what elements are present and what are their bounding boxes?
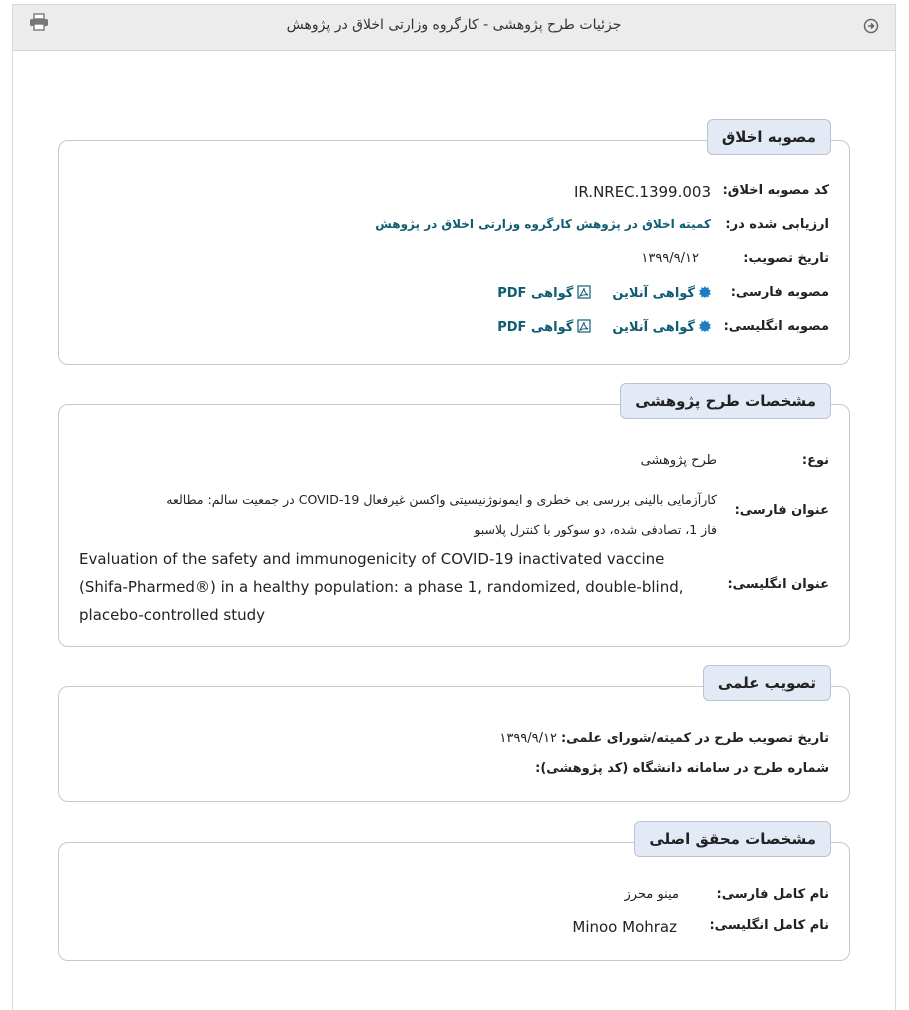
fa-title-line: کارآزمایی بالینی بررسی بی خطری و ایمونوژنیسیتی واکسن غیرفعال COVID-19 در جمعیت سالم: مطالعه	[166, 492, 717, 507]
en-name-value: Minoo Mohraz	[572, 918, 677, 936]
badge-icon	[699, 286, 711, 298]
badge-icon	[699, 320, 711, 332]
en-title-line: (Shifa-Pharmed®) in a healthy population: a phase 1, randomized, double-blind,	[79, 578, 684, 596]
ethics-approval-section	[58, 128, 850, 365]
section-legend: مصوبه اخلاق	[707, 119, 831, 155]
type-value: طرح پژوهشی	[640, 453, 717, 468]
en-pdf-cert-link[interactable]	[497, 320, 591, 335]
section-legend: تصویب علمی	[703, 665, 831, 701]
section-legend: مشخصات طرح پژوهشی	[620, 383, 831, 419]
ethics-code-label: کد مصوبه اخلاق:	[722, 183, 829, 198]
arrow-circle-icon[interactable]	[863, 18, 879, 34]
evaluated-label: ارزیابی شده در:	[725, 217, 829, 232]
type-label: نوع:	[801, 453, 829, 468]
en-title-value	[79, 545, 684, 629]
approval-date-label: تاریخ تصویب:	[743, 251, 829, 266]
fa-name-value: مینو محرز	[624, 887, 679, 902]
principal-investigator-section	[58, 830, 850, 961]
en-approval-links	[497, 319, 711, 335]
fa-name-label: نام کامل فارسی:	[716, 887, 829, 902]
university-code-label: شماره طرح در سامانه دانشگاه (کد پژوهشی):	[535, 761, 829, 776]
en-title-line: placebo-controlled study	[79, 606, 266, 624]
en-name-label: نام کامل انگلیسی:	[709, 918, 829, 933]
fa-approval-links	[497, 285, 711, 301]
pdf-icon	[577, 285, 591, 299]
panel-header	[13, 5, 895, 51]
fa-title-line: فاز 1، تصادفی شده، دو سوکور با کنترل پلاسبو	[474, 522, 717, 537]
en-online-cert-link[interactable]	[608, 320, 711, 335]
pdf-cert-label: گواهی PDF	[497, 286, 574, 301]
fa-online-cert-link[interactable]	[608, 286, 711, 301]
fa-pdf-cert-link[interactable]	[497, 286, 591, 301]
en-approval-label: مصوبه انگلیسی:	[723, 319, 829, 334]
scientific-approval-section	[58, 674, 850, 802]
fa-title-label: عنوان فارسی:	[734, 503, 829, 518]
research-plan-section	[58, 392, 850, 647]
evaluated-value: کمیته اخلاق در پژوهش کارگروه وزارتی اخلاق در پژوهش	[375, 217, 711, 231]
section-legend: مشخصات محقق اصلی	[634, 821, 831, 857]
approval-date-value: ۱۳۹۹/۹/۱۲	[641, 251, 699, 266]
en-title-line: Evaluation of the safety and immunogenicity of COVID-19 inactivated vaccine	[79, 550, 665, 568]
online-cert-label: گواهی آنلاین	[612, 286, 695, 301]
fa-approval-label: مصوبه فارسی:	[730, 285, 829, 300]
pdf-icon	[577, 319, 591, 333]
ethics-code-value: IR.NREC.1399.003	[573, 183, 711, 201]
en-title-label: عنوان انگلیسی:	[727, 577, 829, 592]
scientific-date-value: ۱۳۹۹/۹/۱۲	[499, 731, 557, 746]
fa-title-value	[166, 485, 717, 545]
scientific-date-label: تاریخ تصویب طرح در کمیته/شورای علمی:	[560, 731, 829, 746]
print-icon[interactable]	[29, 13, 49, 31]
page-title: جزئیات طرح پژوهشی - کارگروه وزارتی اخلاق در پژوهش	[286, 17, 622, 33]
online-cert-label: گواهی آنلاین	[612, 320, 695, 335]
pdf-cert-label: گواهی PDF	[497, 320, 574, 335]
